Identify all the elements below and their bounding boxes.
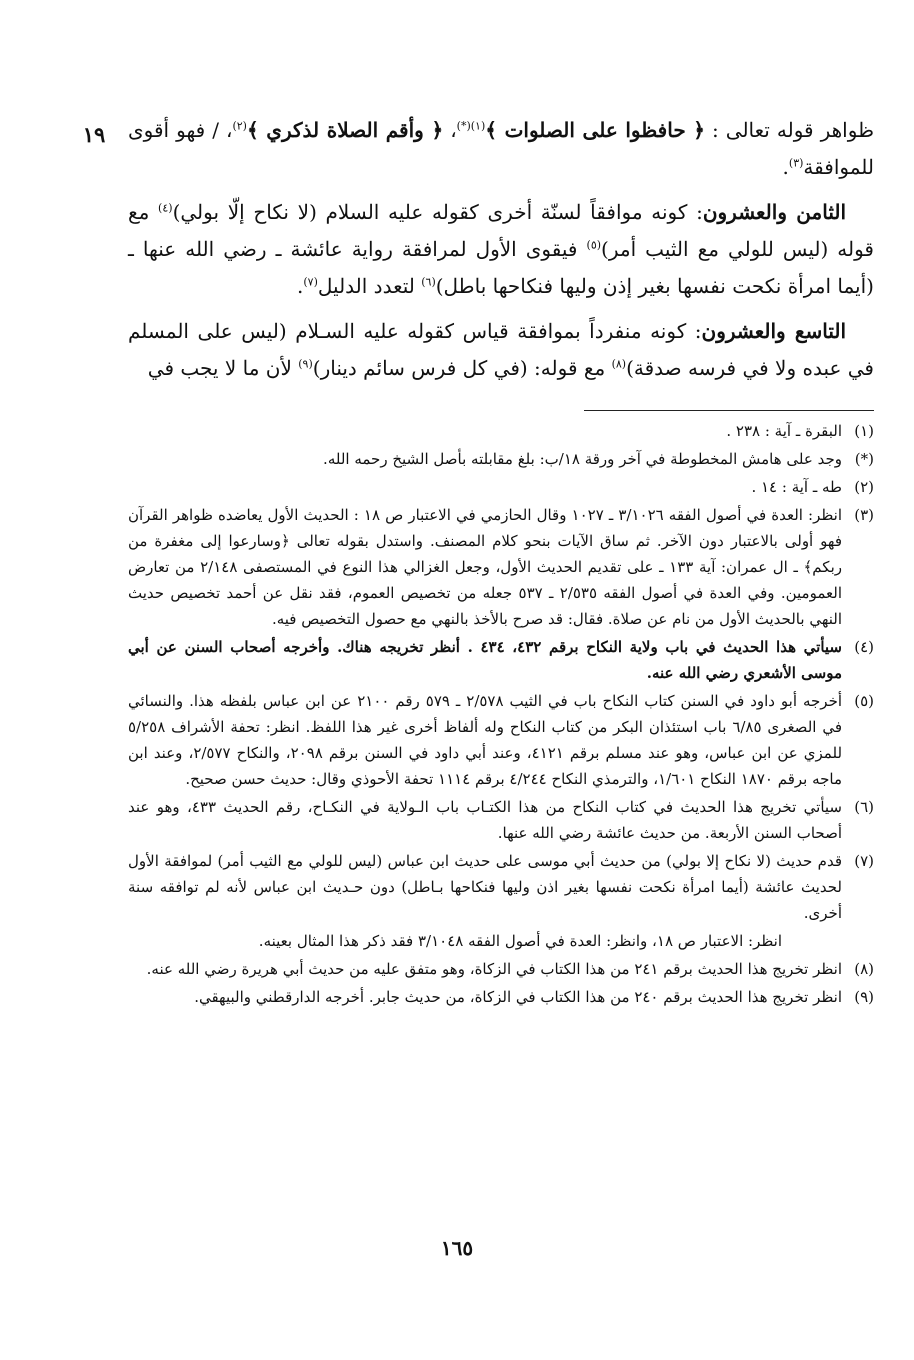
footnote-ref: (١)(*) bbox=[456, 119, 486, 133]
footnote-number: (٣) bbox=[854, 506, 874, 524]
footnote-number: (٥) bbox=[854, 692, 874, 710]
footnote-number: (٤) bbox=[854, 638, 874, 656]
footnote-ref: (٦) bbox=[421, 275, 436, 289]
text-run: لتعدد الدليل bbox=[317, 274, 422, 298]
footnote-number: (٢) bbox=[854, 478, 874, 496]
text-run: مع قوله (ليس للولي مع الثيب أمر) bbox=[128, 200, 874, 261]
footnote bbox=[128, 502, 874, 632]
section-heading: الثامن والعشرون bbox=[702, 200, 846, 224]
footnote-number: (٧) bbox=[854, 852, 874, 870]
footnote-ref: (٥) bbox=[586, 238, 602, 252]
text-run: مع قوله: (في كل فرس سائم دينار) bbox=[312, 356, 612, 380]
footnotes bbox=[128, 418, 874, 1012]
footnote-ref: (٧) bbox=[303, 275, 318, 289]
footnote bbox=[128, 418, 874, 444]
paragraph-twenty-ninth bbox=[128, 313, 874, 387]
footnote-text: سيأتي تخريج هذا الحديث في كتاب النكاح من هذا الكتـاب باب الـولاية في النكـاح، رقم الحديث ٤٣٣، وهو عند أصحاب السنن الأربعة. من حديث عائشة رضي الله عنها. bbox=[128, 798, 842, 842]
footnote-separator bbox=[584, 410, 874, 411]
quran-verse: ﴿ حافظوا على الصلوات ﴾ bbox=[485, 118, 706, 142]
footnote-number: (٨) bbox=[854, 960, 874, 978]
footnote bbox=[128, 956, 874, 982]
footnote-number: (١) bbox=[854, 422, 874, 440]
footnote-text: البقرة ـ آية : ٢٣٨ . bbox=[726, 422, 842, 440]
footnote bbox=[128, 794, 874, 846]
text-run: : كونه موافقاً لسنّة أخرى كقوله عليه السلام (لا نكاح إلّا بولي) bbox=[172, 200, 703, 224]
footnote-number: (٦) bbox=[854, 798, 874, 816]
footnote-number: (*) bbox=[854, 450, 874, 468]
footnote-continuation bbox=[128, 928, 874, 954]
footnote-text: أخرجه أبو داود في السنن كتاب النكاح باب في الثيب ٢/٥٧٨ ـ ٥٧٩ رقم ٢١٠٠ عن ابن عباس بلفظه هذا. والنسائي في الصغرى ٦/٨٥ باب استئذان البكر من كتاب النكاح وله ألفاظ أخرى غير هذا اللفظ. انظر: تحفة الأشراف ٥/٢٥٨ للمزي عن ابن عباس، وهو عند مسلم برقم ٤١٢١، وعند أبي داود في السنن برقم ٢٠٩٨، والنكاح ٢/٥٧٧، وعند ابن ماجه برقم ١٨٧٠ النكاح ١/٦٠١، والترمذي النكاح ٤/٢٤٤ برقم ١١١٤ تحفة الأحوذي وقال: حديث حسن صحيح. bbox=[128, 692, 843, 788]
footnote bbox=[128, 634, 874, 686]
footnote-ref: (٨) bbox=[611, 357, 627, 371]
paragraph-twenty-eighth bbox=[128, 194, 874, 305]
page-number: ١٦٥ bbox=[440, 1236, 474, 1260]
footnote-text: طه ـ آية : ١٤ . bbox=[751, 478, 842, 496]
footnote-text: انظر تخريج هذا الحديث برقم ٢٤٠ من هذا الكتاب في الزكاة، من حديث جابر. أخرجه الدارقطني والبيهقي. bbox=[194, 988, 842, 1006]
text-run: ظواهر قوله تعالى : bbox=[705, 118, 874, 142]
text-run: فيقوى الأول لمرافقة رواية عائشة ـ رضي الله عنها ـ (أيما امرأة نكحت نفسها بغير إذن وليها فنكاحها باطل) bbox=[128, 237, 874, 298]
quran-verse: ﴿ وأقم الصلاة لذكري ﴾ bbox=[246, 118, 444, 142]
footnote bbox=[128, 474, 874, 500]
text-run: . bbox=[297, 274, 304, 298]
footnote bbox=[128, 688, 874, 792]
footnote-ref: (٣) bbox=[788, 156, 804, 170]
footnote-number: (٩) bbox=[854, 988, 874, 1006]
footnote bbox=[128, 446, 874, 472]
footnote-text: قدم حديث (لا نكاح إلا بولي) من حديث أبي موسى على حديث ابن عباس (ليس للولي مع الثيب أمر) لموافقة الأول لحديث عائشة (أيما امرأة نكحت نفسها بغير اذن وليها فنكاحها بـاطل) دون حـديث ابن عباس لأنه لم توافقه سنة أخرى. bbox=[128, 852, 842, 922]
section-heading: التاسع والعشرون bbox=[701, 319, 846, 343]
footnote-text: انظر تخريج هذا الحديث برقم ٢٤١ من هذا الكتاب في الزكاة، وهو متفق عليه من حديث أبي هريرة رضي الله عنه. bbox=[146, 960, 842, 978]
footnote bbox=[128, 848, 874, 926]
footnote-ref: (٤) bbox=[158, 201, 173, 215]
footnote-ref: (٩) bbox=[298, 357, 313, 371]
footnote-text: انظر: العدة في أصول الفقه ٣/١٠٢٦ ـ ١٠٢٧ وقال الحازمي في الاعتبار ص ١٨ : الحديث الأول يعاضده ظواهر القرآن فهو أولى بالاعتبار دون الآخر. ثم ساق الآيات بنحو كلام المصنف. واستدل بقوله تعالى ﴿وسارعوا إلى مغفرة من ربكم﴾ ـ ال عمران: آية ١٣٣ ـ على تقديم الحديث الأول، وجعل الغزالي هذا النوع في المستصفى ٢/١٤٨ من تعارض العمومين. وفي العدة في أصول الفقه ٢/٥٣٥ ـ ٥٣٧ جعله من تخصيص العموم، فقد نقل عن أحمد تخصيص حديث النهي بالحديث الأول من نام عن صلاة. فقال: قد صرح بالأخذ بالنهي مع حصول التخصيص فيه. bbox=[128, 506, 842, 628]
footnote-ref: (٢) bbox=[232, 119, 247, 133]
footnote-text: سيأتي هذا الحديث في باب ولاية النكاح برقم ٤٣٢، ٤٣٤ . أنظر تخريجه هناك. وأخرجه أصحاب السنن عن أبي موسى الأشعري رضي الله عنه. bbox=[128, 638, 842, 682]
footnote bbox=[128, 984, 874, 1010]
footnote-text: انظر: الاعتبار ص ١٨، وانظر: العدة في أصول الفقه ٣/١٠٤٨ فقد ذكر هذا المثال بعينه. bbox=[258, 932, 782, 950]
main-text bbox=[128, 112, 874, 387]
footnote-text: وجد على هامش المخطوطة في آخر ورقة ١٨/ب: بلغ مقابلته بأصل الشيخ رحمه الله. bbox=[323, 450, 842, 468]
text-run: : كونه منفرداً بموافقة قياس كقوله عليه السـلام (ليس على المسلم في عبده ولا في فرسه صدقة) bbox=[128, 319, 874, 380]
text-run: ، / فهو أقوى للموافقة bbox=[128, 118, 874, 179]
text-run: ، bbox=[443, 118, 457, 142]
text-run: لأن ما لا يجب في bbox=[147, 356, 299, 380]
margin-folio-number: ١٩ bbox=[82, 122, 106, 147]
text-run: . bbox=[782, 155, 789, 179]
paragraph-verses bbox=[128, 112, 874, 186]
